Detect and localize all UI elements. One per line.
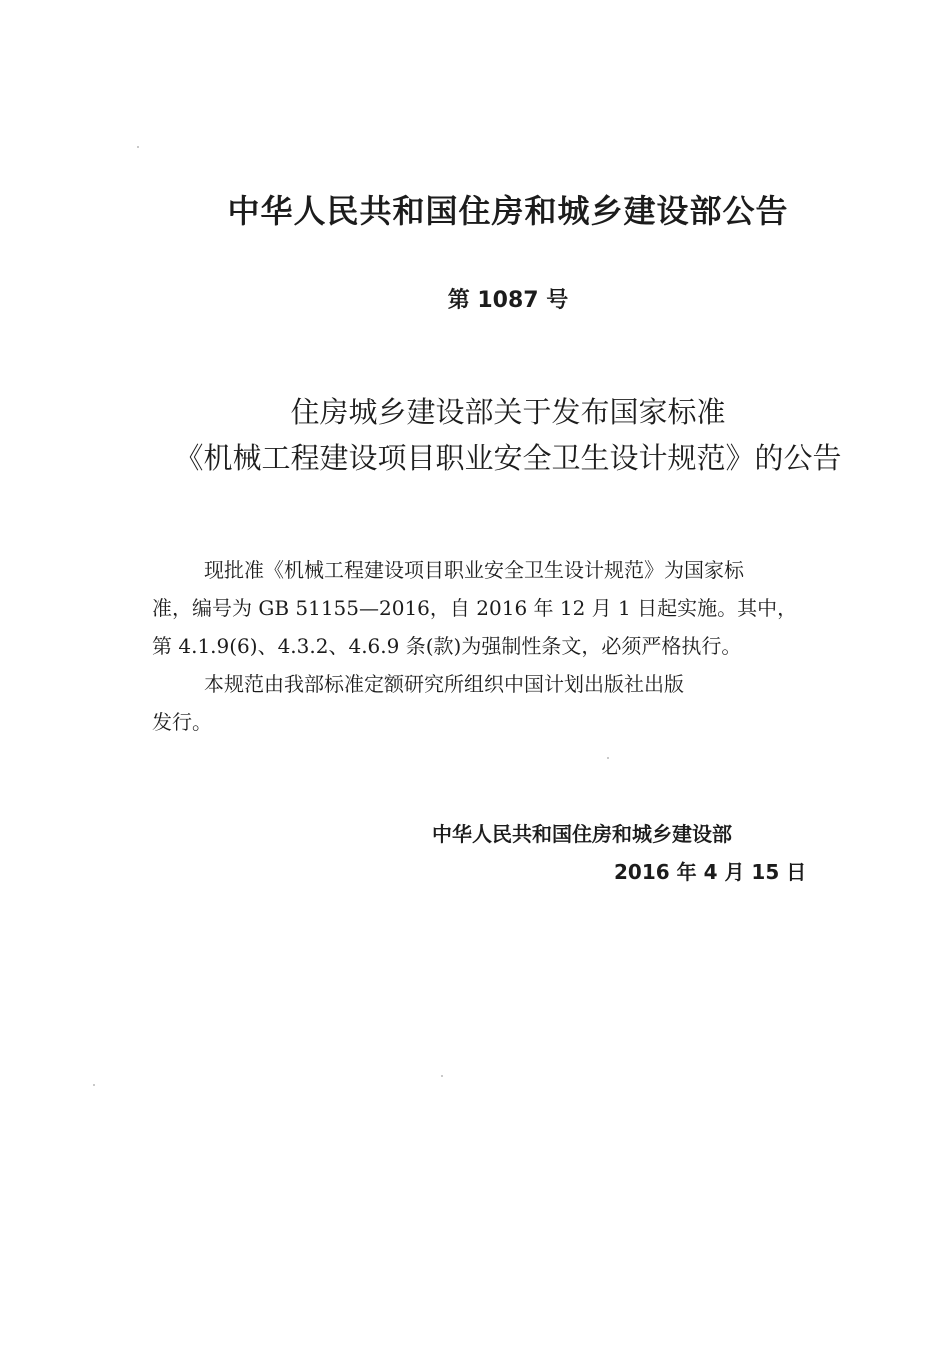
issuer-title: 中华人民共和国住房和城乡建设部公告 [227, 192, 789, 230]
scan-speck [607, 757, 609, 759]
body-paragraph-2-line-1: 本规范由我部标准定额研究所组织中国计划出版社出版 [204, 672, 684, 696]
body-paragraph-1-line-3: 第 4.1.9(6)、4.3.2、4.6.9 条(款)为强制性条文，必须严格执行。 [152, 634, 742, 658]
scan-speck [137, 146, 139, 148]
body-paragraph-2-line-2: 发行。 [152, 710, 212, 734]
body-paragraph-1-line-2: 准，编号为 GB 51155—2016，自 2016 年 12 月 1 日起实施。其中， [152, 596, 798, 620]
signature-issuer: 中华人民共和国住房和城乡建设部 [432, 822, 732, 846]
scan-speck [441, 1075, 443, 1077]
body-paragraph-1-line-1: 现批准《机械工程建设项目职业安全卫生设计规范》为国家标 [204, 558, 744, 582]
headline-line-1: 住房城乡建设部关于发布国家标准 [290, 395, 726, 429]
document-number: 第 1087 号 [447, 288, 569, 313]
headline-line-2: 《机械工程建设项目职业安全卫生设计规范》的公告 [174, 441, 842, 475]
scan-speck [93, 1084, 95, 1086]
signature-date: 2016 年 4 月 15 日 [614, 860, 807, 884]
